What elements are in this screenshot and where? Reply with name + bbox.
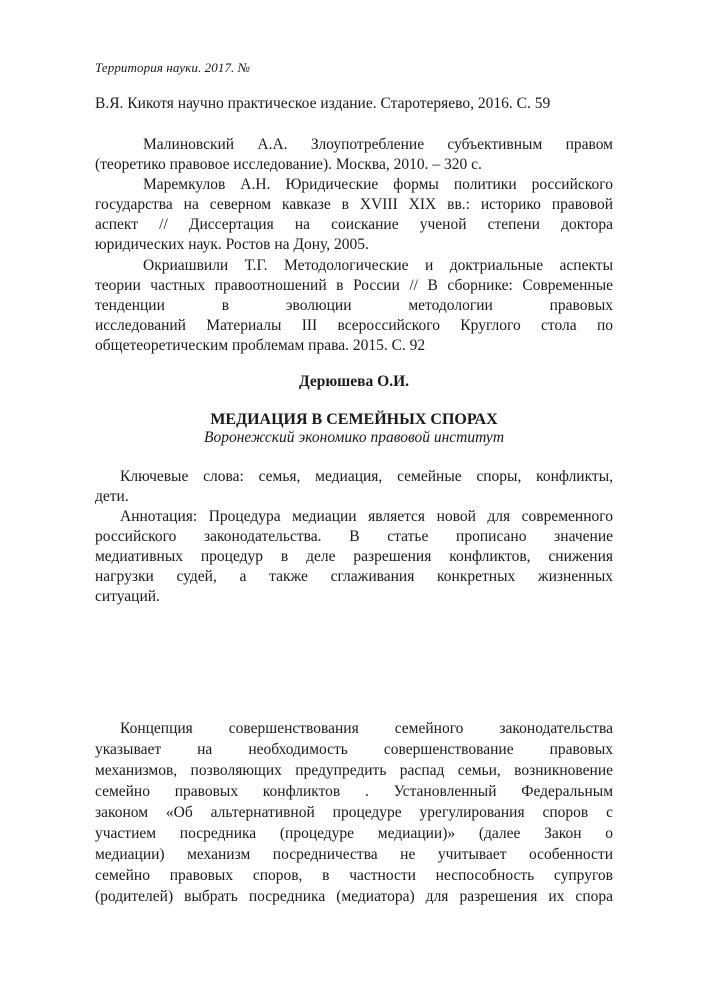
article-title: МЕДИАЦИЯ В СЕМЕЙНЫХ СПОРАХ (210, 411, 498, 428)
abstract-line: российского законодательства. В статье прописано значение (95, 528, 613, 545)
body-line: указывает на необходимость совершенствование правовых (95, 741, 613, 758)
body-line: семейно правовых конфликтов . Установленный Федеральным (95, 783, 613, 800)
reference-line: государства на северном кавказе в XVIII XIX вв.: историко правовой (95, 196, 613, 213)
reference-line: Малиновский А.А. Злоупотребление субъективным правом (143, 136, 613, 153)
keywords-line: дети. (95, 488, 129, 505)
reference-line: тенденции в эволюции методологии правовых (95, 297, 613, 314)
body-line: Концепция совершенствования семейного законодательства (120, 720, 613, 737)
abstract-line: ситуаций. (95, 588, 160, 605)
body-line: медиации) механизм посредничества не учитывает особенности (95, 846, 613, 863)
reference-line: исследований Материалы III всероссийского Круглого стола по (95, 317, 613, 334)
reference-line: теории частных правоотношений в России // В сборнике: Современные (95, 277, 613, 294)
abstract-line: медиативных процедур в деле разрешения конфликтов, снижения (95, 548, 613, 565)
body-line: (родителей) выбрать посредника (медиатора) для разрешения их спора (95, 888, 613, 905)
running-head: Территория науки. 2017. № (95, 60, 251, 75)
body-line: законом «Об альтернативной процедуре урегулирования споров с (95, 804, 613, 821)
body-line: семейно правовых споров, в частности неспособность супругов (95, 867, 613, 884)
page (95, 0, 613, 1006)
body-line: механизмов, позволяющих предупредить распад семьи, возникновение (95, 762, 613, 779)
article-affiliation: Воронежский экономико правовой институт (203, 429, 505, 446)
abstract-line: Аннотация: Процедура медиации является новой для современного (120, 508, 613, 525)
abstract-line: нагрузки судей, а также сглаживания конкретных жизненных (95, 568, 613, 585)
reference-line: Окриашвили Т.Г. Методологические и доктриальные аспекты (143, 257, 613, 274)
reference-line: аспект // Диссертация на соискание ученой степени доктора (95, 216, 613, 233)
reference-line: Маремкулов А.Н. Юридические формы политики российского (143, 176, 613, 193)
article-author: Дерюшева О.И. (298, 373, 410, 390)
reference-line: юридических наук. Ростов на Дону, 2005. (95, 236, 369, 253)
reference-tail: В.Я. Кикотя научно практическое издание. Старотеряево, 2016. С. 59 (95, 95, 551, 112)
reference-line: (теоретико правовое исследование). Москва, 2010. – 320 с. (95, 156, 482, 173)
keywords-line: Ключевые слова: семья, медиация, семейные споры, конфликты, (120, 468, 613, 485)
body-line: участием посредника (процедуре медиации)» (далее Закон о (95, 825, 613, 842)
reference-line: общетеоретическим проблемам права. 2015. С. 92 (95, 337, 426, 354)
